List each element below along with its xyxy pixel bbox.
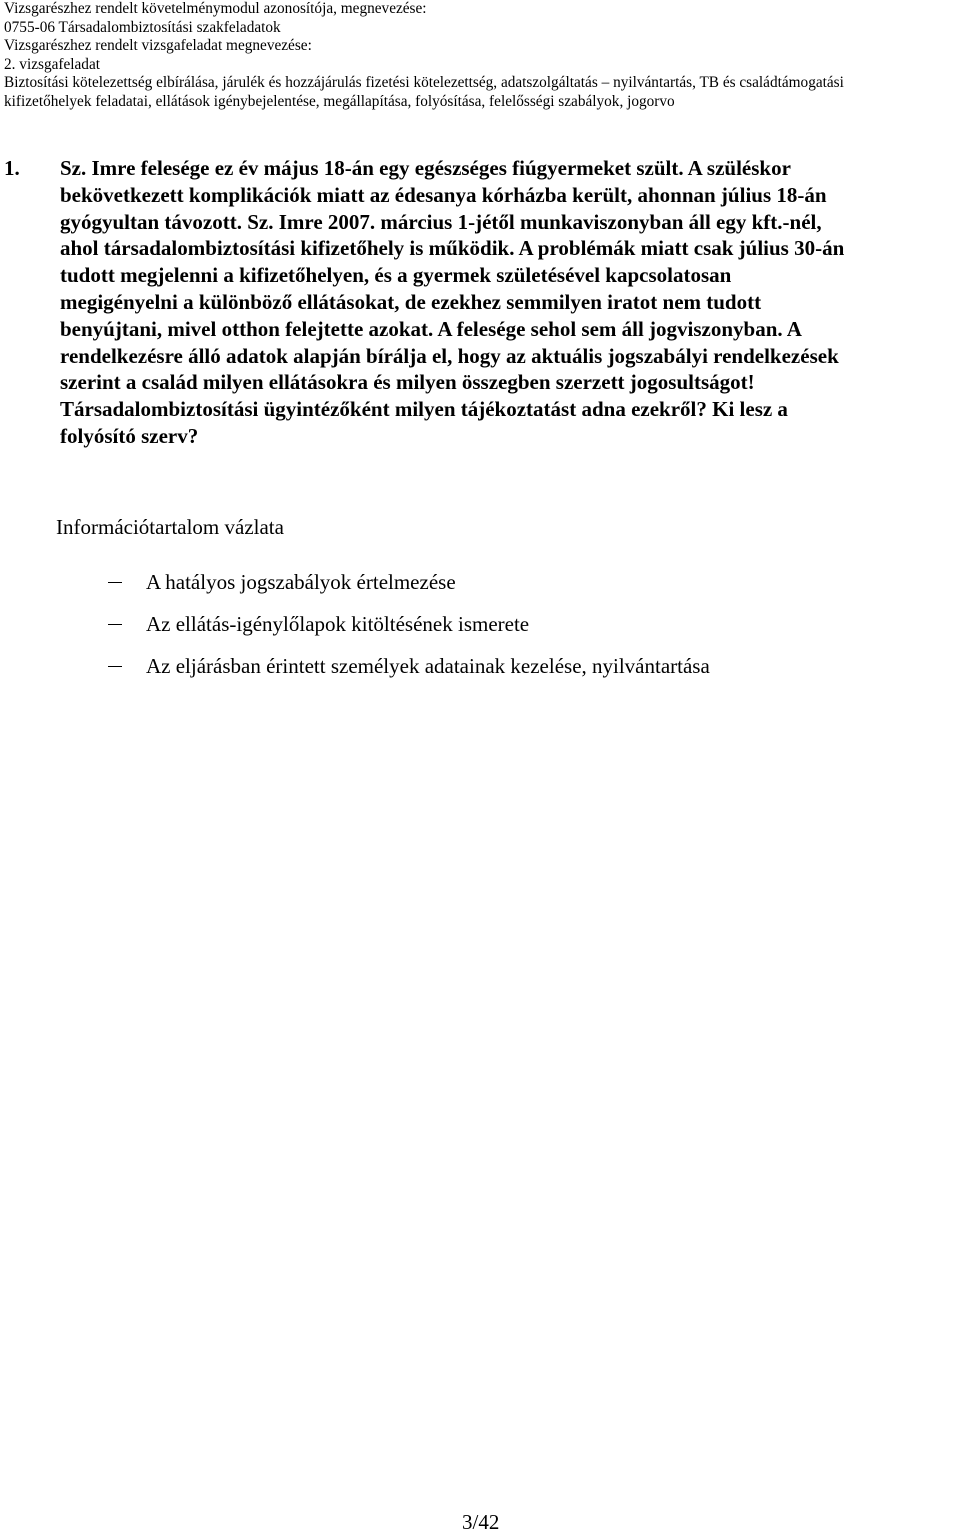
task-text [60,155,956,450]
header-task-description-line-1: Biztosítási kötelezettség elbírálása, járulék és hozzájárulás fizetési kötelezettség, adatszolgáltatás – nyilvántartás, TB és családtámogatási [4,74,844,91]
dash-bullet-icon [108,624,122,625]
header-module-name: 0755-06 Társadalombiztosítási szakfeladatok [4,18,281,36]
task-number: 1. [4,156,20,180]
task-text-line: Társadalombiztosítási ügyintézőként milyen tájékoztatást adna ezekről? Ki lesz a [60,397,788,422]
header-task-number: 2. vizsgafeladat [4,55,100,73]
task-text-line: bekövetkezett komplikációk miatt az édesanya kórházba került, ahonnan július 18-án [60,182,827,207]
task-text-line: szerint a család milyen ellátásokra és milyen összegben szerzett jogosultságot! [60,370,755,395]
list-item-label: Az ellátás-igénylőlapok kitöltésének ismerete [146,612,530,636]
task-text-line: megigényelni a különböző ellátásokat, de ezekhez semmilyen iratot nem tudott [60,289,762,314]
document-header [4,0,956,111]
list-item-label: A hatályos jogszabályok értelmezése [146,570,456,594]
task-text-line: folyósító szerv? [60,423,199,448]
info-outline-title: Információtartalom vázlata [56,515,284,539]
task-text-line: ahol társadalombiztosítási kifizetőhely is működik. A problémák miatt csak július 30-án [60,236,845,261]
task-text-line: tudott megjelenni a kifizetőhelyen, és a gyermek születésével kapcsolatosan [60,263,732,288]
page-number: 3/42 [462,1510,500,1534]
dash-bullet-icon [108,666,122,667]
dash-bullet-icon [108,582,122,583]
task-text-line: benyújtani, mivel otthon felejtette azokat. A felesége sehol sem áll jogviszonyban. A [60,316,802,341]
task-text-line: gyógyultan távozott. Sz. Imre 2007. március 1-jétől munkaviszonyban áll egy kft.-nél, [60,209,822,234]
header-task-description-line-2: kifizetőhelyek feladatai, ellátások igénybejelentése, megállapítása, folyósítása, felelősségi szabályok, jogorvo [4,92,675,110]
list-item-label: Az eljárásban érintett személyek adatainak kezelése, nyilvántartása [146,654,710,678]
header-task-label: Vizsgarészhez rendelt vizsgafeladat megnevezése: [4,37,312,54]
task-text-line: Sz. Imre felesége ez év május 18-án egy egészséges fiúgyermeket szült. A szüléskor [60,156,791,180]
header-module-label: Vizsgarészhez rendelt követelménymodul azonosítója, megnevezése: [4,0,427,17]
task-text-line: rendelkezésre álló adatok alapján bírálja el, hogy az aktuális jogszabályi rendelkezések [60,343,839,368]
